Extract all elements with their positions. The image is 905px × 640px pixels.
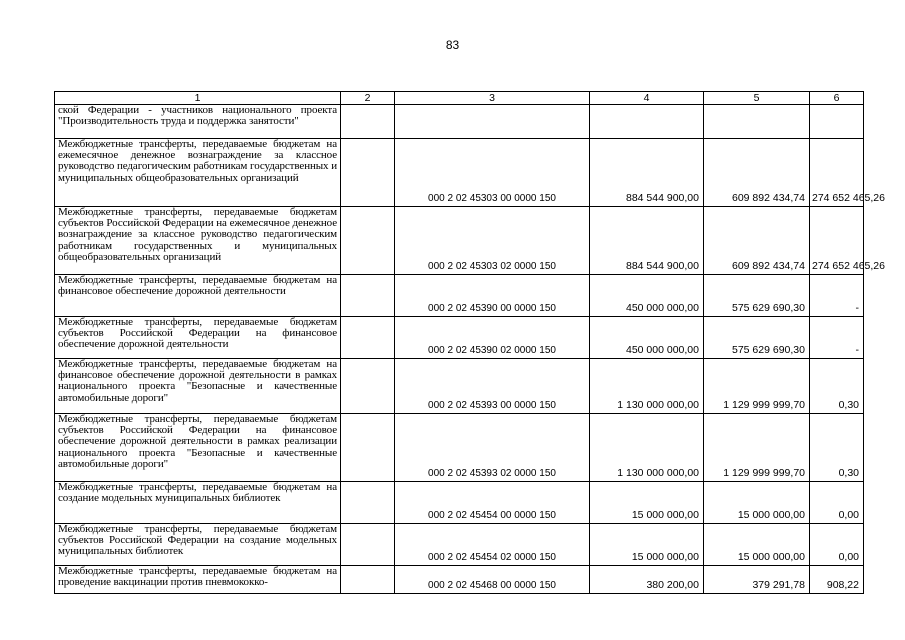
row-code: 000 2 02 45303 02 0000 150 <box>395 207 590 275</box>
row-col4: 15 000 000,00 <box>590 524 704 566</box>
row-col6: 0,00 <box>810 524 864 566</box>
row-col6: 274 652 465,26 <box>810 207 864 275</box>
cell-col2 <box>341 105 395 139</box>
table-row <box>55 105 864 139</box>
row-name: Межбюджетные трансферты, передаваемые бюджетам на финансовое обеспечение дорожной деятельности в рамках национального проекта "Безопасные и качественные автомобильные дороги" <box>55 359 341 414</box>
row-col5 <box>704 105 810 139</box>
row-code: 000 2 02 45390 02 0000 150 <box>395 317 590 359</box>
row-col4: 450 000 000,00 <box>590 275 704 317</box>
column-header: 5 <box>704 92 810 105</box>
cell-col2 <box>341 566 395 594</box>
page-number: 83 <box>445 38 460 52</box>
row-col6: - <box>810 317 864 359</box>
row-col6: - <box>810 275 864 317</box>
row-name: Межбюджетные трансферты, передаваемые бюджетам субъектов Российской Федерации на финансовое обеспечение дорожной деятельности в рамках реализации национального проекта "Безопасные и качественные автомобильные дороги" <box>55 414 341 482</box>
row-col5: 575 629 690,30 <box>704 275 810 317</box>
row-col5: 609 892 434,74 <box>704 207 810 275</box>
table-row <box>55 566 864 594</box>
row-col5: 1 129 999 999,70 <box>704 414 810 482</box>
row-col5: 15 000 000,00 <box>704 524 810 566</box>
table-row <box>55 139 864 207</box>
budget-table <box>54 91 885 594</box>
row-col4: 1 130 000 000,00 <box>590 359 704 414</box>
cell-col2 <box>341 317 395 359</box>
row-code: 000 2 02 45393 02 0000 150 <box>395 414 590 482</box>
row-col6: 908,22 <box>810 566 864 594</box>
table-row <box>55 317 864 359</box>
row-code: 000 2 02 45454 02 0000 150 <box>395 524 590 566</box>
column-header: 1 <box>55 92 341 105</box>
column-header: 2 <box>341 92 395 105</box>
row-col6 <box>810 105 864 139</box>
column-header: 6 <box>810 92 864 105</box>
row-col5: 1 129 999 999,70 <box>704 359 810 414</box>
table-row <box>55 275 864 317</box>
table-row <box>55 207 864 275</box>
row-col4: 15 000 000,00 <box>590 482 704 524</box>
cell-col2 <box>341 414 395 482</box>
row-code: 000 2 02 45390 00 0000 150 <box>395 275 590 317</box>
row-col4: 1 130 000 000,00 <box>590 414 704 482</box>
row-col5: 609 892 434,74 <box>704 139 810 207</box>
row-col5: 379 291,78 <box>704 566 810 594</box>
row-name: Межбюджетные трансферты, передаваемые бюджетам на финансовое обеспечение дорожной деятельности <box>55 275 341 317</box>
column-header: 4 <box>590 92 704 105</box>
row-name: Межбюджетные трансферты, передаваемые бюджетам субъектов Российской Федерации на ежемесячное денежное вознаграждение за классное руководство педагогическим работникам государственных и муниципальных общеобразовательных организаций <box>55 207 341 275</box>
cell-col2 <box>341 275 395 317</box>
row-name: Межбюджетные трансферты, передаваемые бюджетам на ежемесячное денежное вознаграждение за классное руководство педагогическим работникам государственных и муниципальных общеобразовательных организаций <box>55 139 341 207</box>
row-col5: 15 000 000,00 <box>704 482 810 524</box>
row-code: 000 2 02 45468 00 0000 150 <box>395 566 590 594</box>
row-name: Межбюджетные трансферты, передаваемые бюджетам субъектов Российской Федерации на создание модельных муниципальных библиотек <box>55 524 341 566</box>
table-row <box>55 359 864 414</box>
row-code: 000 2 02 45303 00 0000 150 <box>395 139 590 207</box>
row-col4: 450 000 000,00 <box>590 317 704 359</box>
row-code <box>395 105 590 139</box>
cell-col2 <box>341 359 395 414</box>
row-col5: 575 629 690,30 <box>704 317 810 359</box>
row-col6: 0,30 <box>810 414 864 482</box>
row-name: Межбюджетные трансферты, передаваемые бюджетам на проведение вакцинации против пневмококко- <box>55 566 341 594</box>
cell-col2 <box>341 207 395 275</box>
cell-col2 <box>341 139 395 207</box>
cell-col2 <box>341 482 395 524</box>
column-header: 3 <box>395 92 590 105</box>
cell-col2 <box>341 524 395 566</box>
row-name: Межбюджетные трансферты, передаваемые бюджетам на создание модельных муниципальных библиотек <box>55 482 341 524</box>
row-col4: 884 544 900,00 <box>590 207 704 275</box>
row-code: 000 2 02 45393 00 0000 150 <box>395 359 590 414</box>
row-col6: 274 652 465,26 <box>810 139 864 207</box>
header-row <box>55 92 864 105</box>
row-code: 000 2 02 45454 00 0000 150 <box>395 482 590 524</box>
table-row <box>55 524 864 566</box>
row-name: Межбюджетные трансферты, передаваемые бюджетам субъектов Российской Федерации на финансовое обеспечение дорожной деятельности <box>55 317 341 359</box>
row-col4: 380 200,00 <box>590 566 704 594</box>
row-name: ской Федерации - участников национального проекта "Производительность труда и поддержка занятости" <box>55 105 341 139</box>
table-row <box>55 414 864 482</box>
row-col6: 0,30 <box>810 359 864 414</box>
table-row <box>55 482 864 524</box>
row-col6: 0,00 <box>810 482 864 524</box>
row-col4 <box>590 105 704 139</box>
row-col4: 884 544 900,00 <box>590 139 704 207</box>
